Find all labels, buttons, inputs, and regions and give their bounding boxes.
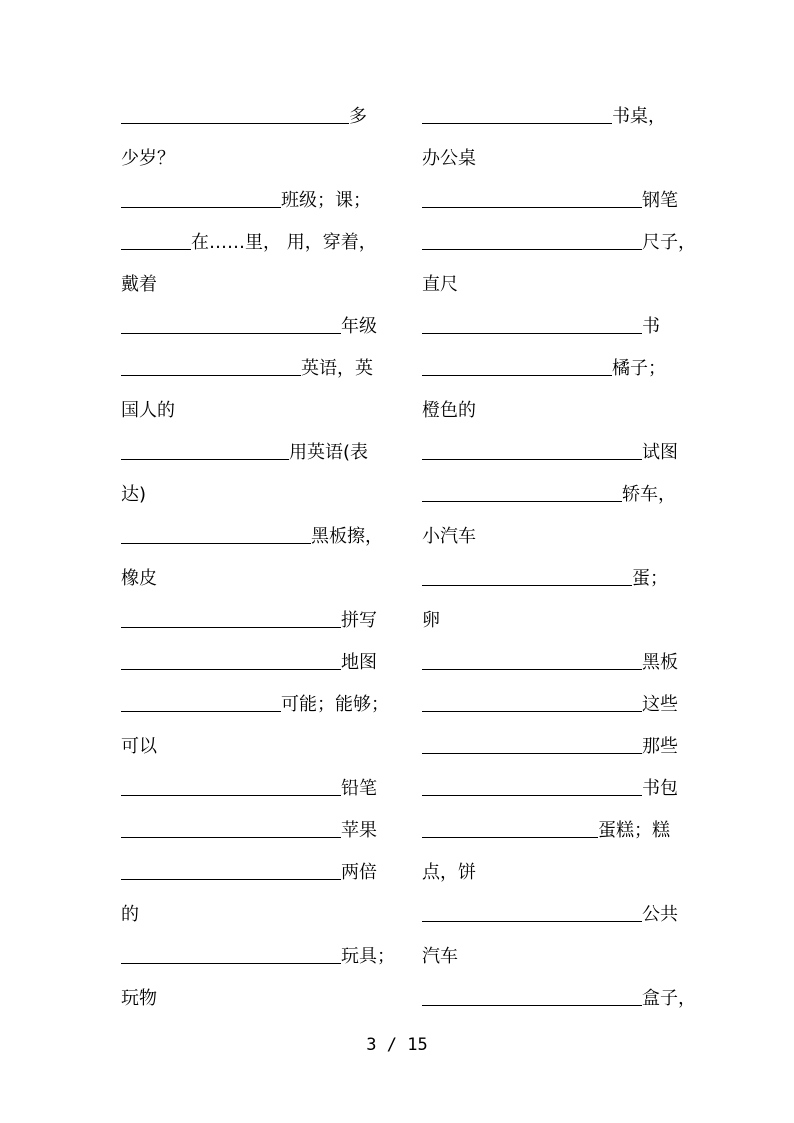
- answer-blank[interactable]: [121, 123, 349, 124]
- answer-blank[interactable]: [121, 375, 301, 376]
- fill-in-row: [422, 568, 668, 590]
- fill-in-row: [422, 232, 696, 254]
- page-number: 3 / 15: [366, 1035, 428, 1055]
- gloss-text: 橙色的: [422, 400, 476, 421]
- gloss-text: 用英语(表: [289, 442, 369, 463]
- answer-blank[interactable]: [121, 711, 281, 712]
- continuation-row: [121, 274, 157, 296]
- gloss-text: 玩具；: [341, 946, 395, 967]
- gloss-text: 蛋；: [632, 568, 668, 589]
- answer-blank[interactable]: [121, 669, 341, 670]
- continuation-row: [422, 148, 476, 170]
- continuation-row: [121, 904, 139, 926]
- fill-in-row: [121, 442, 368, 464]
- gloss-text: 黑板擦，: [311, 526, 383, 547]
- answer-blank[interactable]: [121, 543, 311, 544]
- fill-in-row: [121, 946, 395, 968]
- gloss-text: 尺子，: [642, 232, 696, 253]
- continuation-row: [121, 400, 175, 422]
- fill-in-row: [121, 358, 373, 380]
- gloss-text: 年级: [341, 316, 377, 337]
- gloss-text: 地图: [341, 652, 377, 673]
- fill-in-row: [422, 316, 660, 338]
- fill-in-row: [121, 820, 377, 842]
- fill-in-row: [121, 862, 377, 884]
- fill-in-row: [422, 778, 678, 800]
- answer-blank[interactable]: [121, 879, 341, 880]
- gloss-text: 小汽车: [422, 526, 476, 547]
- gloss-text: 两倍: [341, 862, 377, 883]
- gloss-text: 达): [121, 484, 147, 505]
- fill-in-row: [121, 106, 367, 128]
- gloss-text: 试图: [642, 442, 678, 463]
- gloss-text: 英语，英: [301, 358, 373, 379]
- gloss-text: 的: [121, 904, 139, 925]
- gloss-text: 卵: [422, 610, 440, 631]
- fill-in-row: [422, 736, 678, 758]
- answer-blank[interactable]: [422, 921, 642, 922]
- fill-in-row: [121, 778, 377, 800]
- continuation-row: [422, 862, 476, 884]
- answer-blank[interactable]: [121, 963, 341, 964]
- fill-in-row: [121, 190, 371, 212]
- fill-in-row: [422, 484, 676, 506]
- gloss-text: 轿车，: [622, 484, 676, 505]
- answer-blank[interactable]: [422, 459, 642, 460]
- fill-in-row: [422, 358, 666, 380]
- gloss-text: 钢笔: [642, 190, 678, 211]
- gloss-text: 戴着: [121, 274, 157, 295]
- answer-blank[interactable]: [121, 333, 341, 334]
- answer-blank[interactable]: [422, 207, 642, 208]
- answer-blank[interactable]: [422, 501, 622, 502]
- answer-blank[interactable]: [121, 627, 341, 628]
- gloss-text: 橡皮: [121, 568, 157, 589]
- continuation-row: [422, 400, 476, 422]
- fill-in-row: [121, 652, 377, 674]
- gloss-text: 拼写: [341, 610, 377, 631]
- gloss-text: 国人的: [121, 400, 175, 421]
- answer-blank[interactable]: [422, 837, 598, 838]
- gloss-text: 书包: [642, 778, 678, 799]
- gloss-text: 橘子；: [612, 358, 666, 379]
- answer-blank[interactable]: [422, 753, 642, 754]
- gloss-text: 盒子，: [642, 988, 696, 1009]
- fill-in-row: [422, 190, 678, 212]
- answer-blank[interactable]: [422, 795, 642, 796]
- gloss-text: 铅笔: [341, 778, 377, 799]
- gloss-text: 苹果: [341, 820, 377, 841]
- gloss-text: 少岁？: [121, 148, 175, 169]
- gloss-text: 汽车: [422, 946, 458, 967]
- fill-in-row: [121, 232, 377, 254]
- gloss-text: 直尺: [422, 274, 458, 295]
- gloss-text: 玩物: [121, 988, 157, 1009]
- gloss-text: 多: [349, 106, 367, 127]
- gloss-text: 这些: [642, 694, 678, 715]
- fill-in-row: [121, 316, 377, 338]
- gloss-text: 书桌，: [612, 106, 666, 127]
- answer-blank[interactable]: [422, 375, 612, 376]
- gloss-text: 可以: [121, 736, 157, 757]
- fill-in-row: [121, 526, 383, 548]
- answer-blank[interactable]: [422, 585, 632, 586]
- gloss-text: 可能；能够；: [281, 694, 389, 715]
- continuation-row: [422, 526, 476, 548]
- fill-in-row: [422, 820, 670, 842]
- fill-in-row: [422, 904, 678, 926]
- gloss-text: 点，饼: [422, 862, 476, 883]
- fill-in-row: [422, 106, 666, 128]
- fill-in-row: [422, 988, 696, 1010]
- continuation-row: [121, 484, 146, 506]
- answer-blank[interactable]: [121, 207, 281, 208]
- gloss-text: 蛋糕；糕: [598, 820, 670, 841]
- continuation-row: [121, 736, 157, 758]
- gloss-text: 公共: [642, 904, 678, 925]
- answer-blank[interactable]: [422, 249, 642, 250]
- continuation-row: [422, 946, 458, 968]
- gloss-text: 办公桌: [422, 148, 476, 169]
- gloss-text: 在……里， 用，穿着，: [191, 232, 377, 253]
- answer-blank[interactable]: [422, 333, 642, 334]
- continuation-row: [121, 988, 157, 1010]
- answer-blank[interactable]: [422, 711, 642, 712]
- gloss-text: 班级；课；: [281, 190, 371, 211]
- gloss-text: 书: [642, 316, 660, 337]
- continuation-row: [422, 610, 440, 632]
- answer-blank[interactable]: [422, 1005, 642, 1006]
- fill-in-row: [422, 442, 678, 464]
- fill-in-row: [422, 694, 678, 716]
- answer-blank[interactable]: [422, 123, 612, 124]
- continuation-row: [422, 274, 458, 296]
- fill-in-row: [121, 694, 389, 716]
- gloss-text: 那些: [642, 736, 678, 757]
- fill-in-row: [422, 652, 678, 674]
- answer-blank[interactable]: [121, 837, 341, 838]
- answer-blank[interactable]: [422, 669, 642, 670]
- answer-blank[interactable]: [121, 249, 191, 250]
- fill-in-row: [121, 610, 377, 632]
- continuation-row: [121, 148, 175, 170]
- continuation-row: [121, 568, 157, 590]
- answer-blank[interactable]: [121, 795, 341, 796]
- gloss-text: 黑板: [642, 652, 678, 673]
- answer-blank[interactable]: [121, 459, 289, 460]
